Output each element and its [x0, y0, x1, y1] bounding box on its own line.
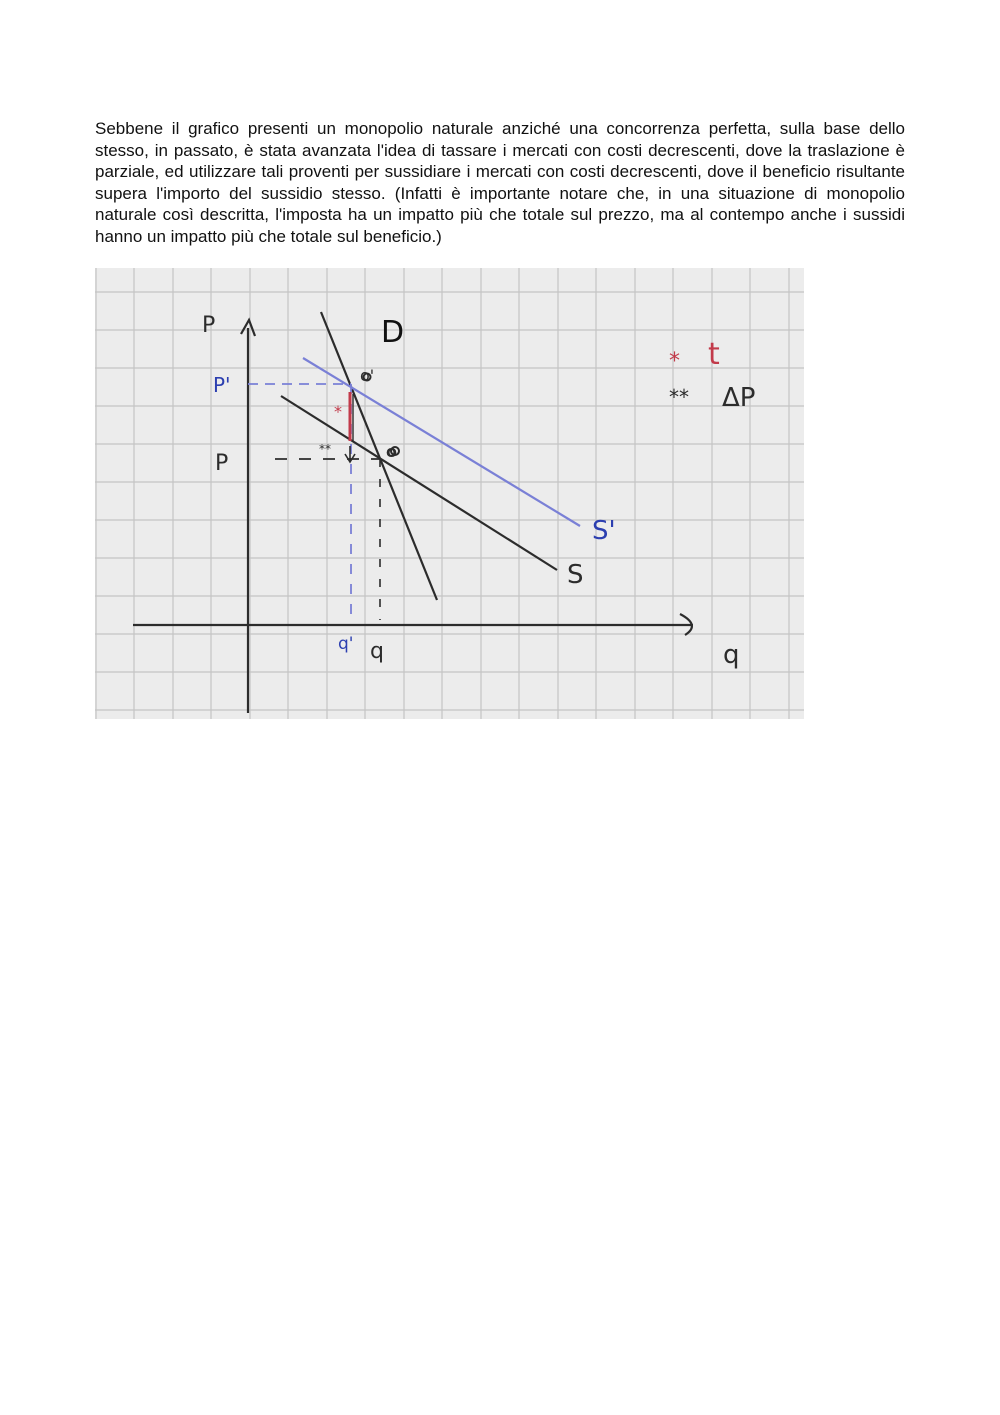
legend-tax-marker: * — [669, 349, 680, 374]
body-paragraph: Sebbene il grafico presenti un monopolio naturale anziché una concorrenza perfetta, sulla base dello stesso, in passato, è stata avanzata l'idea di tassare i mercati con costi decrescenti, dove la traslazione è parziale, ed utilizzare tali proventi per sussidiare i mercati con costi decrescenti, dove il beneficio risultante supera l'importo del sussidio stesso. (Infatti è importante notare che, in una situazione di monopolio naturale così descritta, l'imposta ha un impatto più che totale sul prezzo, ma al contempo anche i sussidi hanno un impatto più che totale sul beneficio.) — [95, 119, 905, 246]
supply-curve — [281, 396, 557, 570]
shifted-supply-label: S' — [592, 516, 616, 546]
qty-new-label: q' — [338, 634, 354, 654]
y-axis-label: P — [202, 313, 216, 338]
qty-label: q — [370, 639, 384, 664]
demand-label: D — [381, 315, 405, 350]
legend-delta-marker: ** — [669, 385, 689, 409]
equilibrium-label: o — [386, 442, 397, 461]
handwritten-graph — [95, 268, 804, 719]
graph-svg — [95, 268, 804, 719]
x-axis-label: q — [723, 640, 740, 670]
price-label: P — [215, 451, 229, 476]
legend-tax-label: t — [708, 337, 720, 372]
price-new-label: P' — [213, 373, 231, 397]
demand-curve — [321, 312, 437, 600]
delta-marker: ** — [319, 442, 331, 456]
tax-marker: * — [334, 402, 342, 421]
legend-delta-label: ΔP — [722, 383, 756, 413]
equilibrium-new-label: o' — [360, 366, 375, 385]
supply-label: S — [567, 560, 584, 590]
